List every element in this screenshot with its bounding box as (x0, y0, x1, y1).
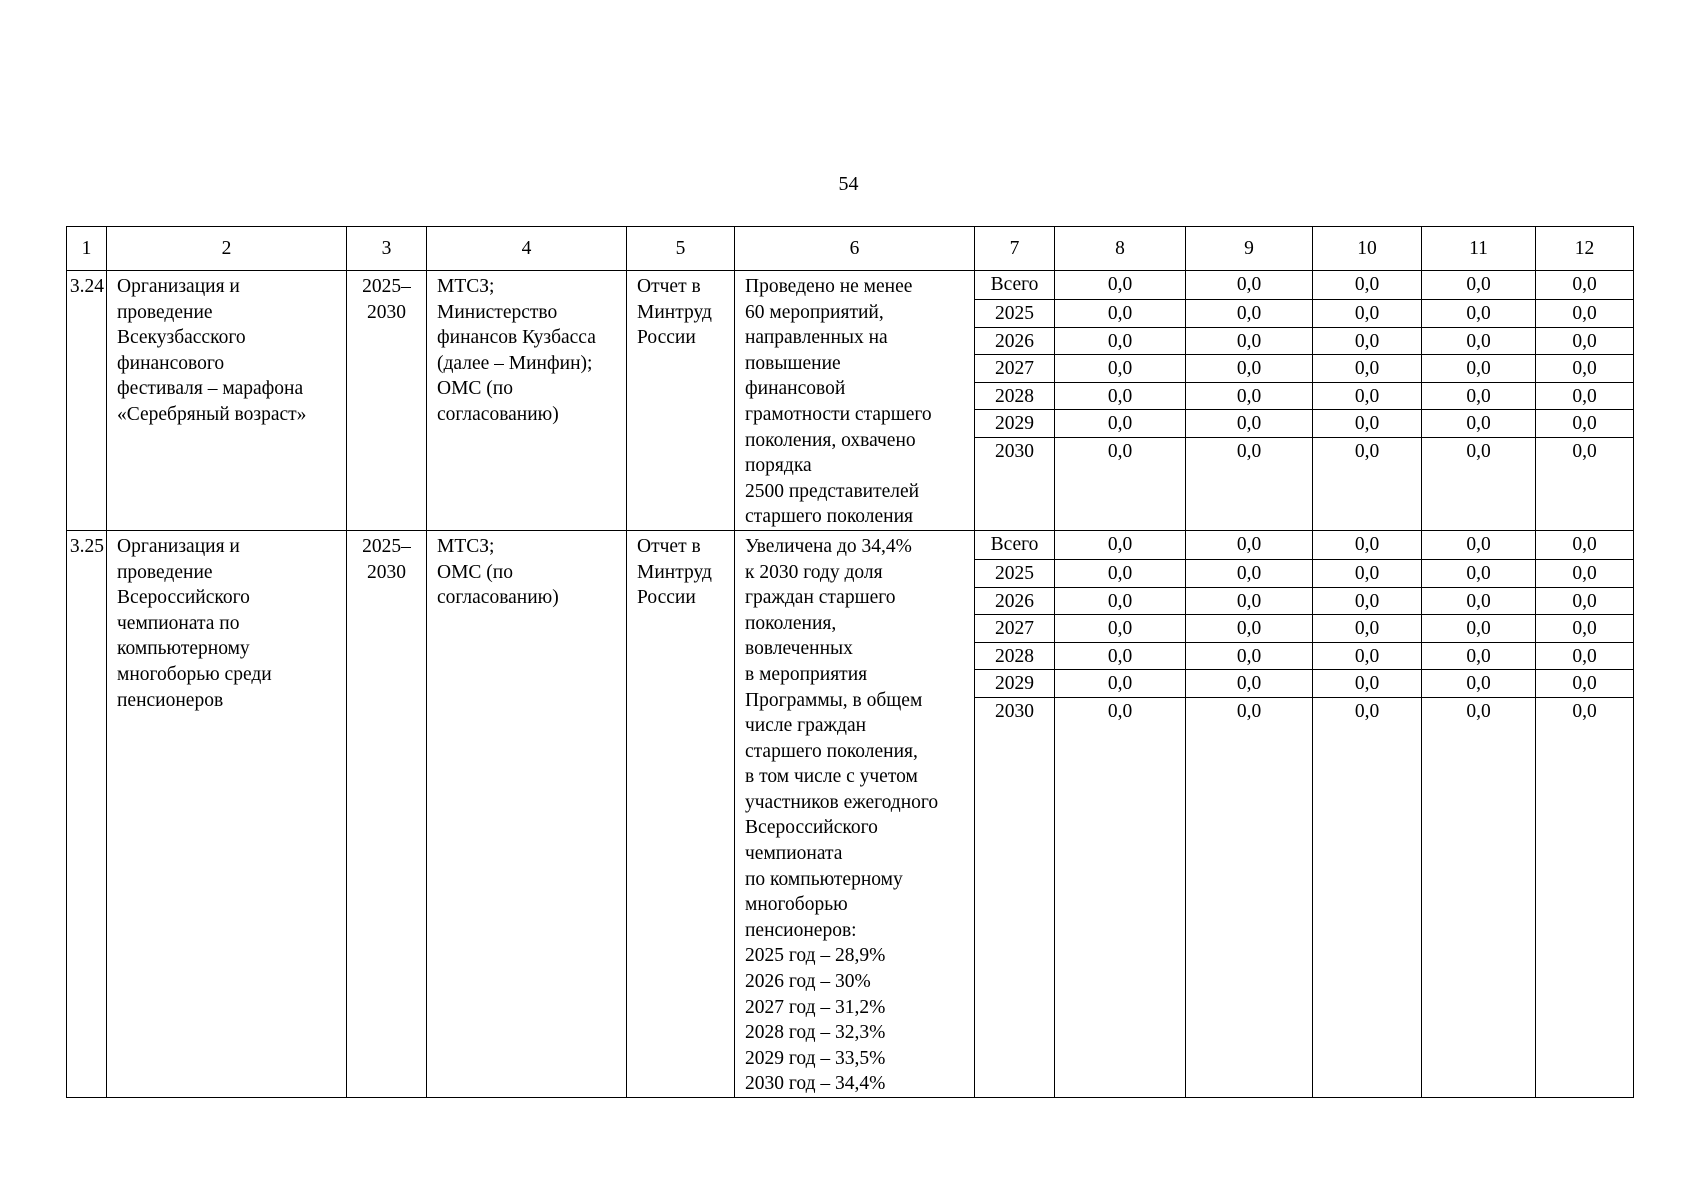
page-number: 54 (838, 173, 859, 195)
cell-line: проведение (117, 561, 213, 583)
year-label: Всего (975, 531, 1054, 560)
cell-line: участников ежегодного (745, 791, 939, 813)
funding-value: 0,0 (1536, 410, 1633, 438)
year-label: 2025 (975, 300, 1054, 328)
cell-line: (далее – Минфин); (437, 352, 593, 374)
funding-value: 0,0 (1055, 615, 1185, 643)
funding-value: 0,0 (1422, 643, 1535, 671)
funding-value: 0,0 (1422, 383, 1535, 411)
cell-line: Минтруд (637, 561, 712, 583)
funding-value: 0,0 (1422, 531, 1535, 560)
funding-value: 0,0 (1354, 440, 1380, 462)
cell-line: МТСЗ; (437, 535, 495, 557)
funding-value: 0,0 (1055, 643, 1185, 671)
year-label: 2026 (975, 328, 1054, 356)
cell-line: «Серебряный возраст» (117, 403, 307, 425)
cell-line: финансов Кузбасса (437, 327, 596, 349)
cell-line: проведение (117, 301, 213, 323)
expected-result (735, 271, 975, 531)
cell-line: Организация и (117, 276, 240, 297)
funding-value: 0,0 (1186, 300, 1312, 328)
period (347, 271, 427, 531)
funding-value: 0,0 (1536, 643, 1633, 671)
column-header: 10 (1313, 227, 1422, 271)
cell-line: 2026 год – 30% (745, 971, 871, 993)
funding-value: 0,0 (1536, 588, 1633, 616)
funding-value: 0,0 (1422, 355, 1535, 383)
funding-value: 0,0 (1186, 328, 1312, 356)
funding-value: 0,0 (1055, 355, 1185, 383)
cell-line: ОМС (по (437, 378, 513, 400)
cell-line: многоборью среди (117, 663, 272, 685)
funding-column (1422, 271, 1536, 531)
report-form (627, 271, 735, 531)
funding-value: 0,0 (1055, 300, 1185, 328)
funding-value: 0,0 (1313, 355, 1421, 383)
cell-line: Всероссийского (117, 587, 250, 609)
funding-value: 0,0 (1055, 410, 1185, 438)
funding-value: 0,0 (1186, 531, 1312, 560)
year-column (975, 530, 1055, 1097)
funding-value: 0,0 (1313, 531, 1421, 560)
funding-value: 0,0 (1536, 560, 1633, 588)
column-header: 8 (1055, 227, 1186, 271)
cell-line: Министерство (437, 301, 558, 323)
funding-column (1186, 530, 1313, 1097)
cell-line: 2027 год – 31,2% (745, 996, 886, 1018)
cell-line: числе граждан (745, 715, 867, 737)
cell-line: Проведено не менее (745, 276, 913, 297)
funding-value: 0,0 (1313, 410, 1421, 438)
cell-line: старшего поколения (745, 506, 914, 528)
funding-value: 0,0 (1422, 560, 1535, 588)
column-header: 6 (735, 227, 975, 271)
period (347, 530, 427, 1097)
year-label: 2027 (975, 615, 1054, 643)
header-row (67, 227, 1634, 271)
executors (427, 271, 627, 531)
funding-value: 0,0 (1055, 588, 1185, 616)
funding-value: 0,0 (1313, 615, 1421, 643)
funding-value: 0,0 (1536, 271, 1633, 300)
funding-value: 0,0 (1186, 670, 1312, 698)
column-header: 9 (1186, 227, 1313, 271)
cell-line: поколения, охвачено (745, 429, 916, 451)
report-form (627, 530, 735, 1097)
cell-line: 2029 год – 33,5% (745, 1047, 886, 1069)
funding-value: 0,0 (1055, 531, 1185, 560)
cell-line: Программы, в общем (745, 689, 923, 711)
measures-table (66, 226, 1634, 1098)
year-label: 2028 (975, 643, 1054, 671)
cell-line: Минтруд (637, 301, 712, 323)
year-label: 2027 (975, 355, 1054, 383)
cell-line: России (637, 327, 696, 349)
cell-line: в мероприятия (745, 663, 868, 685)
cell-line: 2030 (367, 561, 406, 583)
funding-value: 0,0 (1186, 383, 1312, 411)
executors (427, 530, 627, 1097)
funding-value: 0,0 (1422, 328, 1535, 356)
funding-value: 0,0 (1313, 300, 1421, 328)
cell-line: Организация и (117, 535, 240, 557)
funding-value: 0,0 (1186, 410, 1312, 438)
cell-line: финансового (117, 352, 225, 374)
funding-value: 0,0 (1186, 355, 1312, 383)
funding-value: 0,0 (1572, 700, 1597, 722)
funding-value: 0,0 (1055, 670, 1185, 698)
cell-line: России (637, 587, 696, 609)
funding-value: 0,0 (1536, 355, 1633, 383)
funding-value: 0,0 (1236, 440, 1262, 462)
cell-line: Увеличена до 34,4% (745, 535, 912, 557)
funding-value: 0,0 (1186, 615, 1312, 643)
cell-line: Отчет в (637, 276, 701, 297)
cell-line: грамотности старшего (745, 403, 932, 425)
year-label: 2030 (995, 440, 1034, 462)
measure-name (107, 271, 347, 531)
funding-value: 0,0 (1186, 643, 1312, 671)
cell-line: Всероссийского (745, 817, 878, 839)
funding-column (1536, 271, 1634, 531)
year-label: 2026 (975, 588, 1054, 616)
funding-column (1313, 271, 1422, 531)
column-header: 2 (107, 227, 347, 271)
cell-line: старшего поколения, (745, 740, 918, 762)
cell-line: 2025– (362, 276, 411, 297)
cell-line: повышение (745, 352, 841, 374)
cell-line: 2025 год – 28,9% (745, 945, 886, 967)
cell-line: 2028 год – 32,3% (745, 1022, 886, 1044)
table-row (67, 271, 1634, 531)
cell-line: поколения, (745, 612, 837, 634)
cell-line: Всекузбасского (117, 327, 246, 349)
funding-value: 0,0 (1186, 588, 1312, 616)
cell-line: МТСЗ; (437, 276, 495, 297)
year-label: 2030 (995, 700, 1034, 722)
funding-value: 0,0 (1466, 700, 1491, 722)
funding-value: 0,0 (1313, 670, 1421, 698)
funding-value: 0,0 (1055, 271, 1185, 300)
cell-line: пенсионеров (117, 689, 224, 711)
cell-line: 2500 представителей (745, 480, 920, 502)
measure-name (107, 530, 347, 1097)
cell-line: пенсионеров: (745, 919, 857, 941)
funding-value: 0,0 (1107, 700, 1133, 722)
cell-line: порядка (745, 455, 812, 477)
funding-value: 0,0 (1055, 328, 1185, 356)
funding-value: 0,0 (1422, 300, 1535, 328)
funding-value: 0,0 (1354, 700, 1380, 722)
cell-line: многоборью (745, 894, 848, 916)
funding-column (1186, 271, 1313, 531)
funding-value: 0,0 (1536, 615, 1633, 643)
funding-value: 0,0 (1107, 440, 1133, 462)
cell-line: финансовой (745, 378, 846, 400)
column-header: 3 (347, 227, 427, 271)
year-label: 2029 (975, 410, 1054, 438)
funding-value: 0,0 (1422, 588, 1535, 616)
cell-line: 2030 (367, 301, 406, 323)
column-header: 7 (975, 227, 1055, 271)
funding-column (1536, 530, 1634, 1097)
funding-value: 0,0 (1536, 300, 1633, 328)
cell-line: компьютерному (117, 638, 250, 660)
cell-line: фестиваля – марафона (117, 378, 304, 400)
cell-line: 60 мероприятий, (745, 301, 884, 323)
column-header: 5 (627, 227, 735, 271)
cell-line: по компьютерному (745, 868, 903, 890)
funding-value: 0,0 (1186, 271, 1312, 300)
funding-value: 0,0 (1536, 531, 1633, 560)
cell-line: согласованию) (437, 403, 559, 425)
funding-value: 0,0 (1572, 440, 1597, 462)
cell-line: 2025– (362, 535, 411, 557)
column-header: 12 (1536, 227, 1634, 271)
row-number: 3.24 (67, 271, 107, 531)
column-header: 4 (427, 227, 627, 271)
funding-value: 0,0 (1055, 560, 1185, 588)
funding-value: 0,0 (1313, 383, 1421, 411)
funding-value: 0,0 (1466, 440, 1491, 462)
funding-value: 0,0 (1236, 700, 1262, 722)
funding-value: 0,0 (1422, 410, 1535, 438)
funding-value: 0,0 (1422, 670, 1535, 698)
funding-value: 0,0 (1536, 383, 1633, 411)
cell-line: к 2030 году доля (745, 561, 883, 583)
cell-line: направленных на (745, 327, 888, 349)
expected-result (735, 530, 975, 1097)
cell-line: чемпионата (745, 843, 843, 865)
funding-value: 0,0 (1313, 588, 1421, 616)
funding-value: 0,0 (1313, 560, 1421, 588)
funding-column (1313, 530, 1422, 1097)
year-column (975, 271, 1055, 531)
cell-line: граждан старшего (745, 587, 896, 609)
funding-column (1055, 271, 1186, 531)
year-label: 2028 (975, 383, 1054, 411)
cell-line: вовлеченных (745, 638, 853, 660)
funding-value: 0,0 (1536, 328, 1633, 356)
column-header: 1 (67, 227, 107, 271)
cell-line: ОМС (по (437, 561, 513, 583)
funding-value: 0,0 (1313, 643, 1421, 671)
cell-line: чемпионата по (117, 612, 240, 634)
column-header: 11 (1422, 227, 1536, 271)
year-label: 2029 (975, 670, 1054, 698)
cell-line: в том числе с учетом (745, 766, 918, 788)
row-number: 3.25 (67, 530, 107, 1097)
funding-value: 0,0 (1536, 670, 1633, 698)
funding-value: 0,0 (1186, 560, 1312, 588)
cell-line: 2030 год – 34,4% (745, 1073, 886, 1095)
funding-value: 0,0 (1313, 271, 1421, 300)
cell-line: Отчет в (637, 535, 701, 557)
cell-line: согласованию) (437, 587, 559, 609)
funding-value: 0,0 (1422, 271, 1535, 300)
funding-value: 0,0 (1313, 328, 1421, 356)
year-label: Всего (975, 271, 1054, 300)
funding-value: 0,0 (1422, 615, 1535, 643)
table-row (67, 530, 1634, 1097)
funding-value: 0,0 (1055, 383, 1185, 411)
year-label: 2025 (975, 560, 1054, 588)
funding-column (1422, 530, 1536, 1097)
funding-column (1055, 530, 1186, 1097)
